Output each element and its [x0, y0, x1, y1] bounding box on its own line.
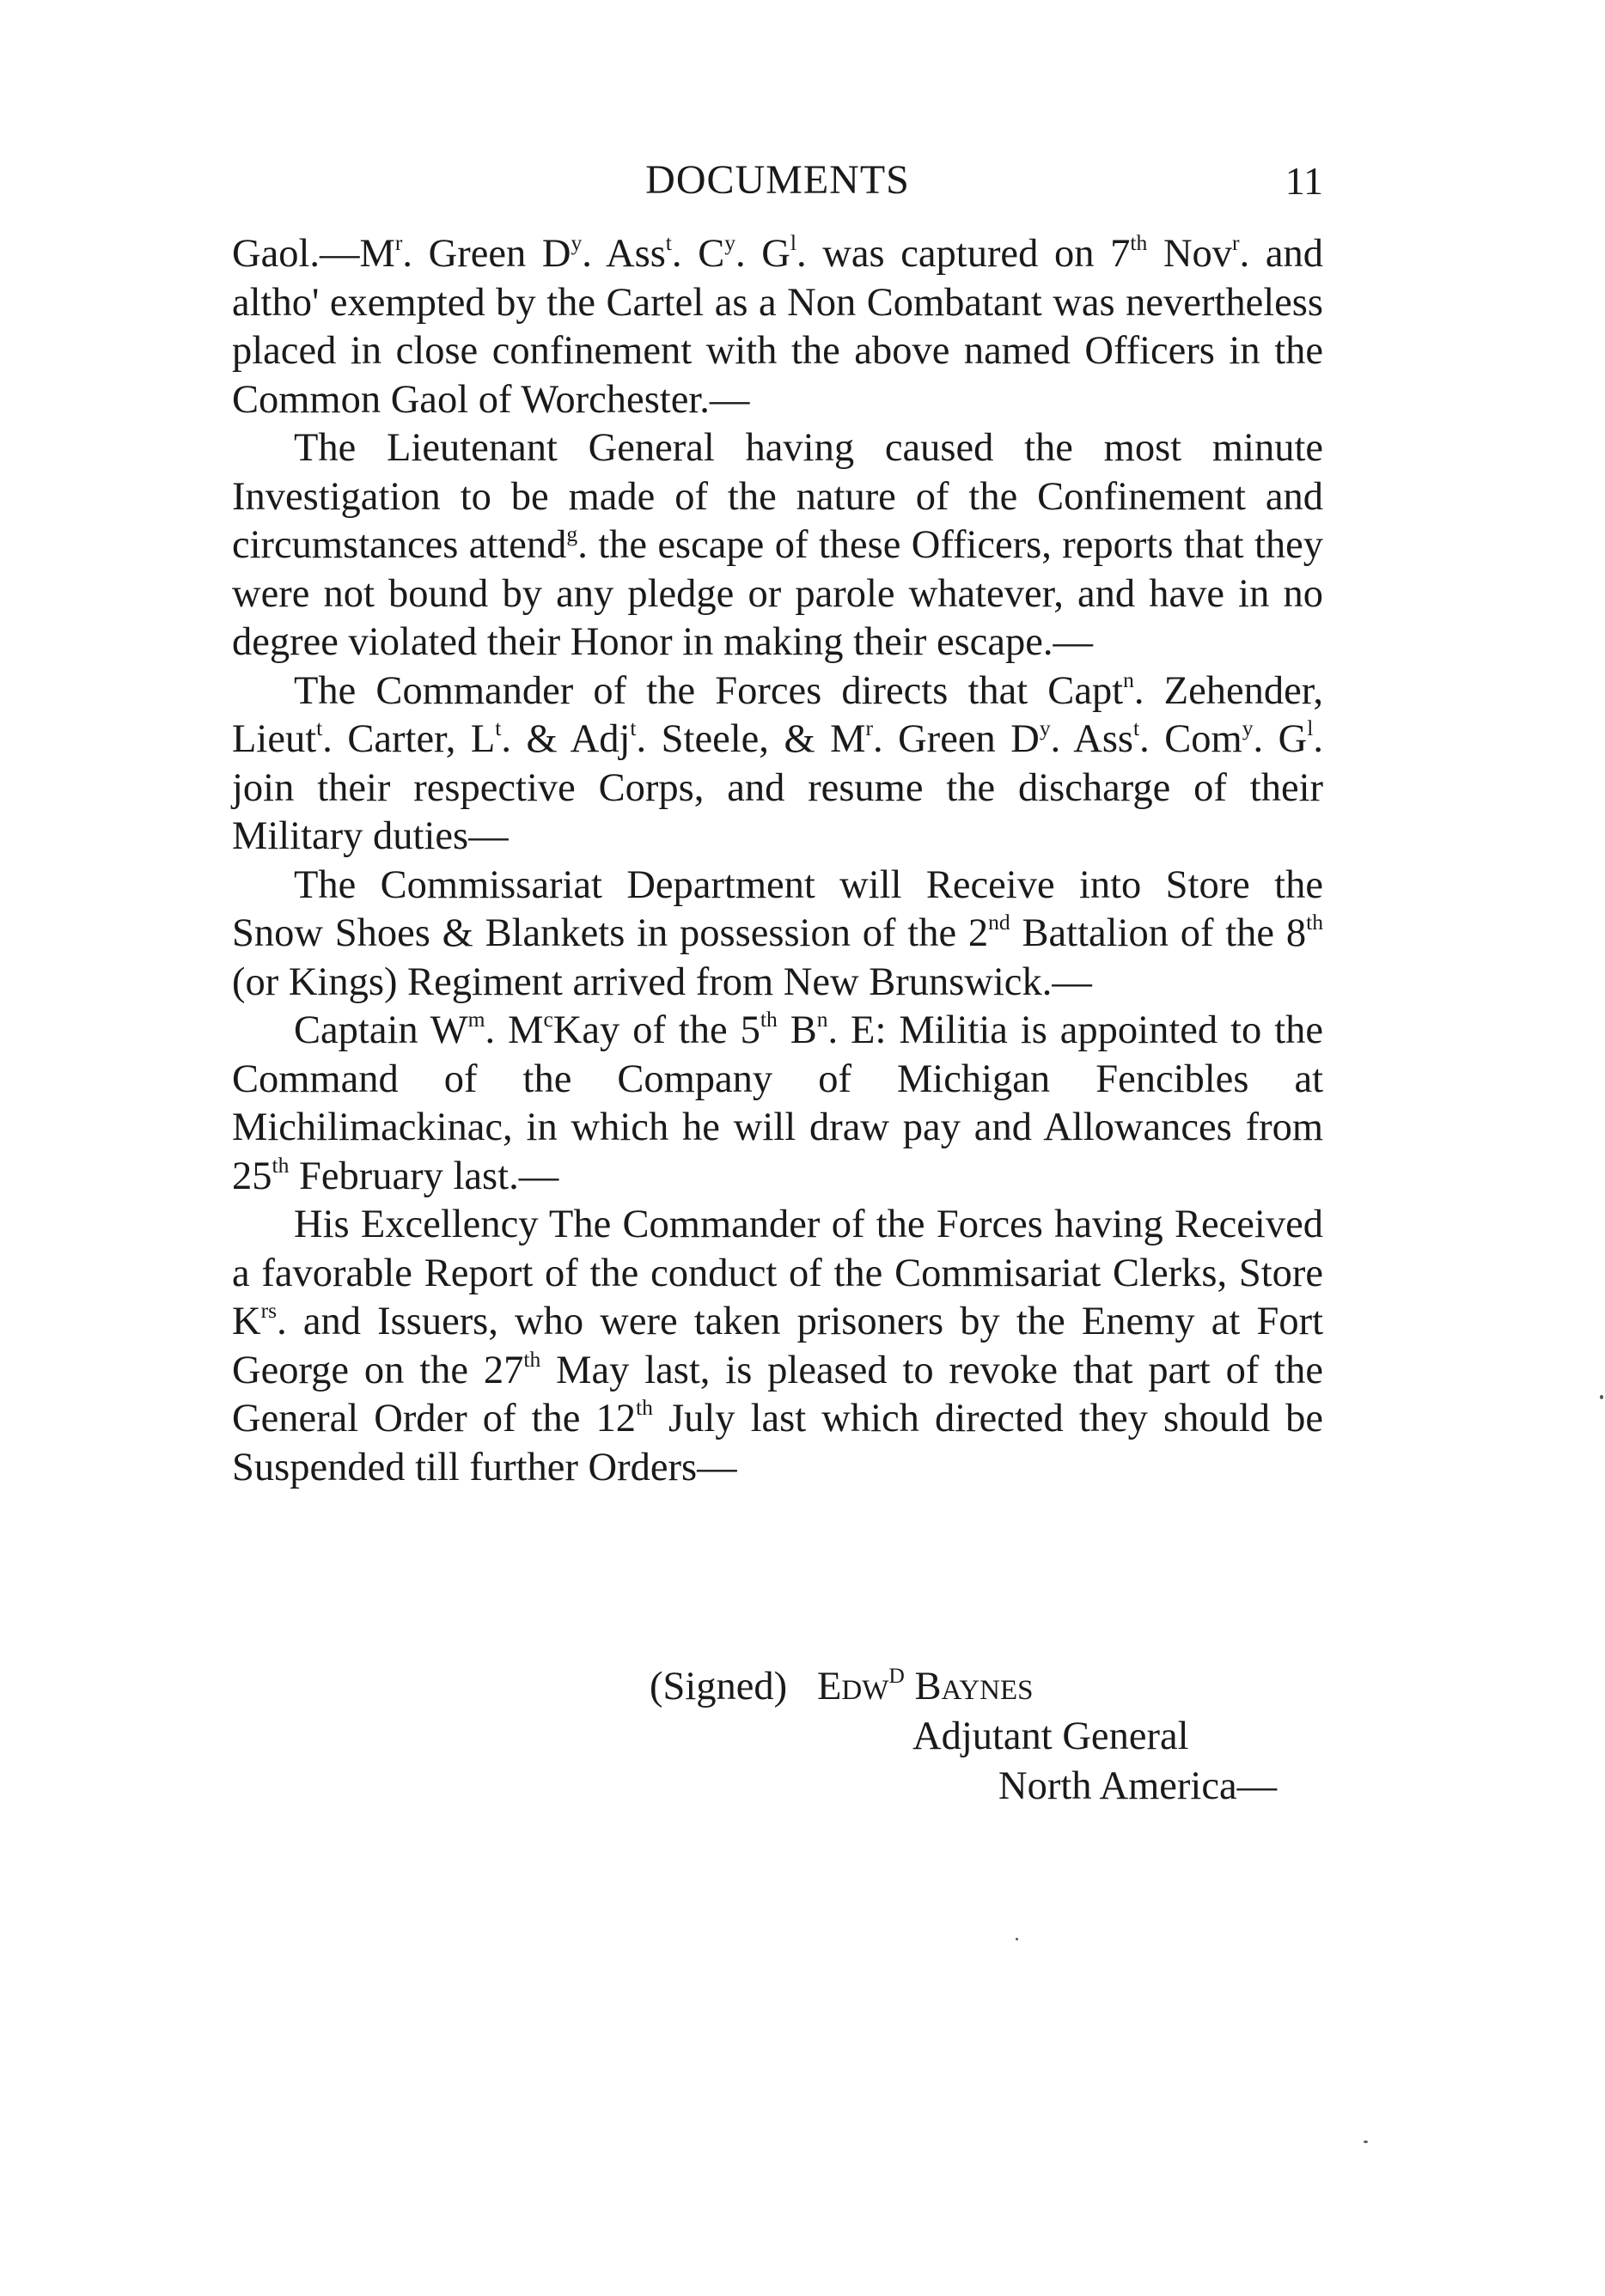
paragraph: Captain $W^m$. $M^cKay$ of the 5th $B^n$. E: Militia is appointed to the Command of the Company of Michigan Fencibles at Michilimackinac, in which he will draw pay and Allowances from 25th February last.— [232, 1006, 1324, 1198]
paragraph: His Excellency The Commander of the Forces having Received a favorable Report of the conduct of the Commisariat Clerks, Store $K^{rs}$. and Issuers, who were taken prisoners by the Enemy at Fort George on the 27th May last, is pleased to revoke that part of the General Order of the 12th July last which directed they should be Suspended till further Orders— [232, 1203, 1323, 1489]
paragraph: The Lieutenant General having caused the most minute Investigation to be made of the nature of the Confinement and circumstances attend$^g$. the escape of these Officers, reports that they were not bound by any pledge or parole whatever, and have in no degree violated their Honor in making their escape.— [232, 426, 1324, 664]
page-number: 11 [1285, 159, 1323, 203]
signatory-name: Edw$^D$ Baynes [817, 1662, 1034, 1708]
signed-label: (Signed) [650, 1665, 788, 1708]
signature-block [232, 1662, 1323, 1812]
running-head: DOCUMENTS [645, 157, 910, 203]
scan-speck [1364, 2141, 1368, 2143]
signature-line [232, 1662, 1323, 1712]
signatory-title: Adjutant General [912, 1714, 1189, 1758]
scan-speck [1600, 1395, 1603, 1399]
scan-speck [1016, 1938, 1018, 1940]
page-header [232, 156, 1323, 216]
signatory-region: North America— [998, 1764, 1278, 1808]
paragraph: $Gaol.—M^r$. Green $D^y$. Ass$^t$. $C^y$. $G^l$. was captured on 7th Nov$^r$. and altho' exempted by the Cartel as a Non Combatant was nevertheless placed in close confinement with the above named Officers in the Common Gaol of Worchester.— [232, 229, 1323, 422]
body-text [232, 230, 1323, 1492]
paragraph: The Commander of the Forces directs that Capt$^n$. Zehender, Lieut$^t$. Carter, $L^t$. & Adj$^t$. Steele, & $M^r$. Green $D^y$. Ass$^t$. Com$^y$. $G^l$. join their respective Corps, and resume the discharge of their Military duties— [232, 667, 1324, 858]
paragraph: The Commissariat Department will Receive into Store the Snow Shoes & Blankets in possession of the 2nd Battalion of the 8th (or Kings) Regiment arrived from New Brunswick.— [232, 862, 1324, 1004]
